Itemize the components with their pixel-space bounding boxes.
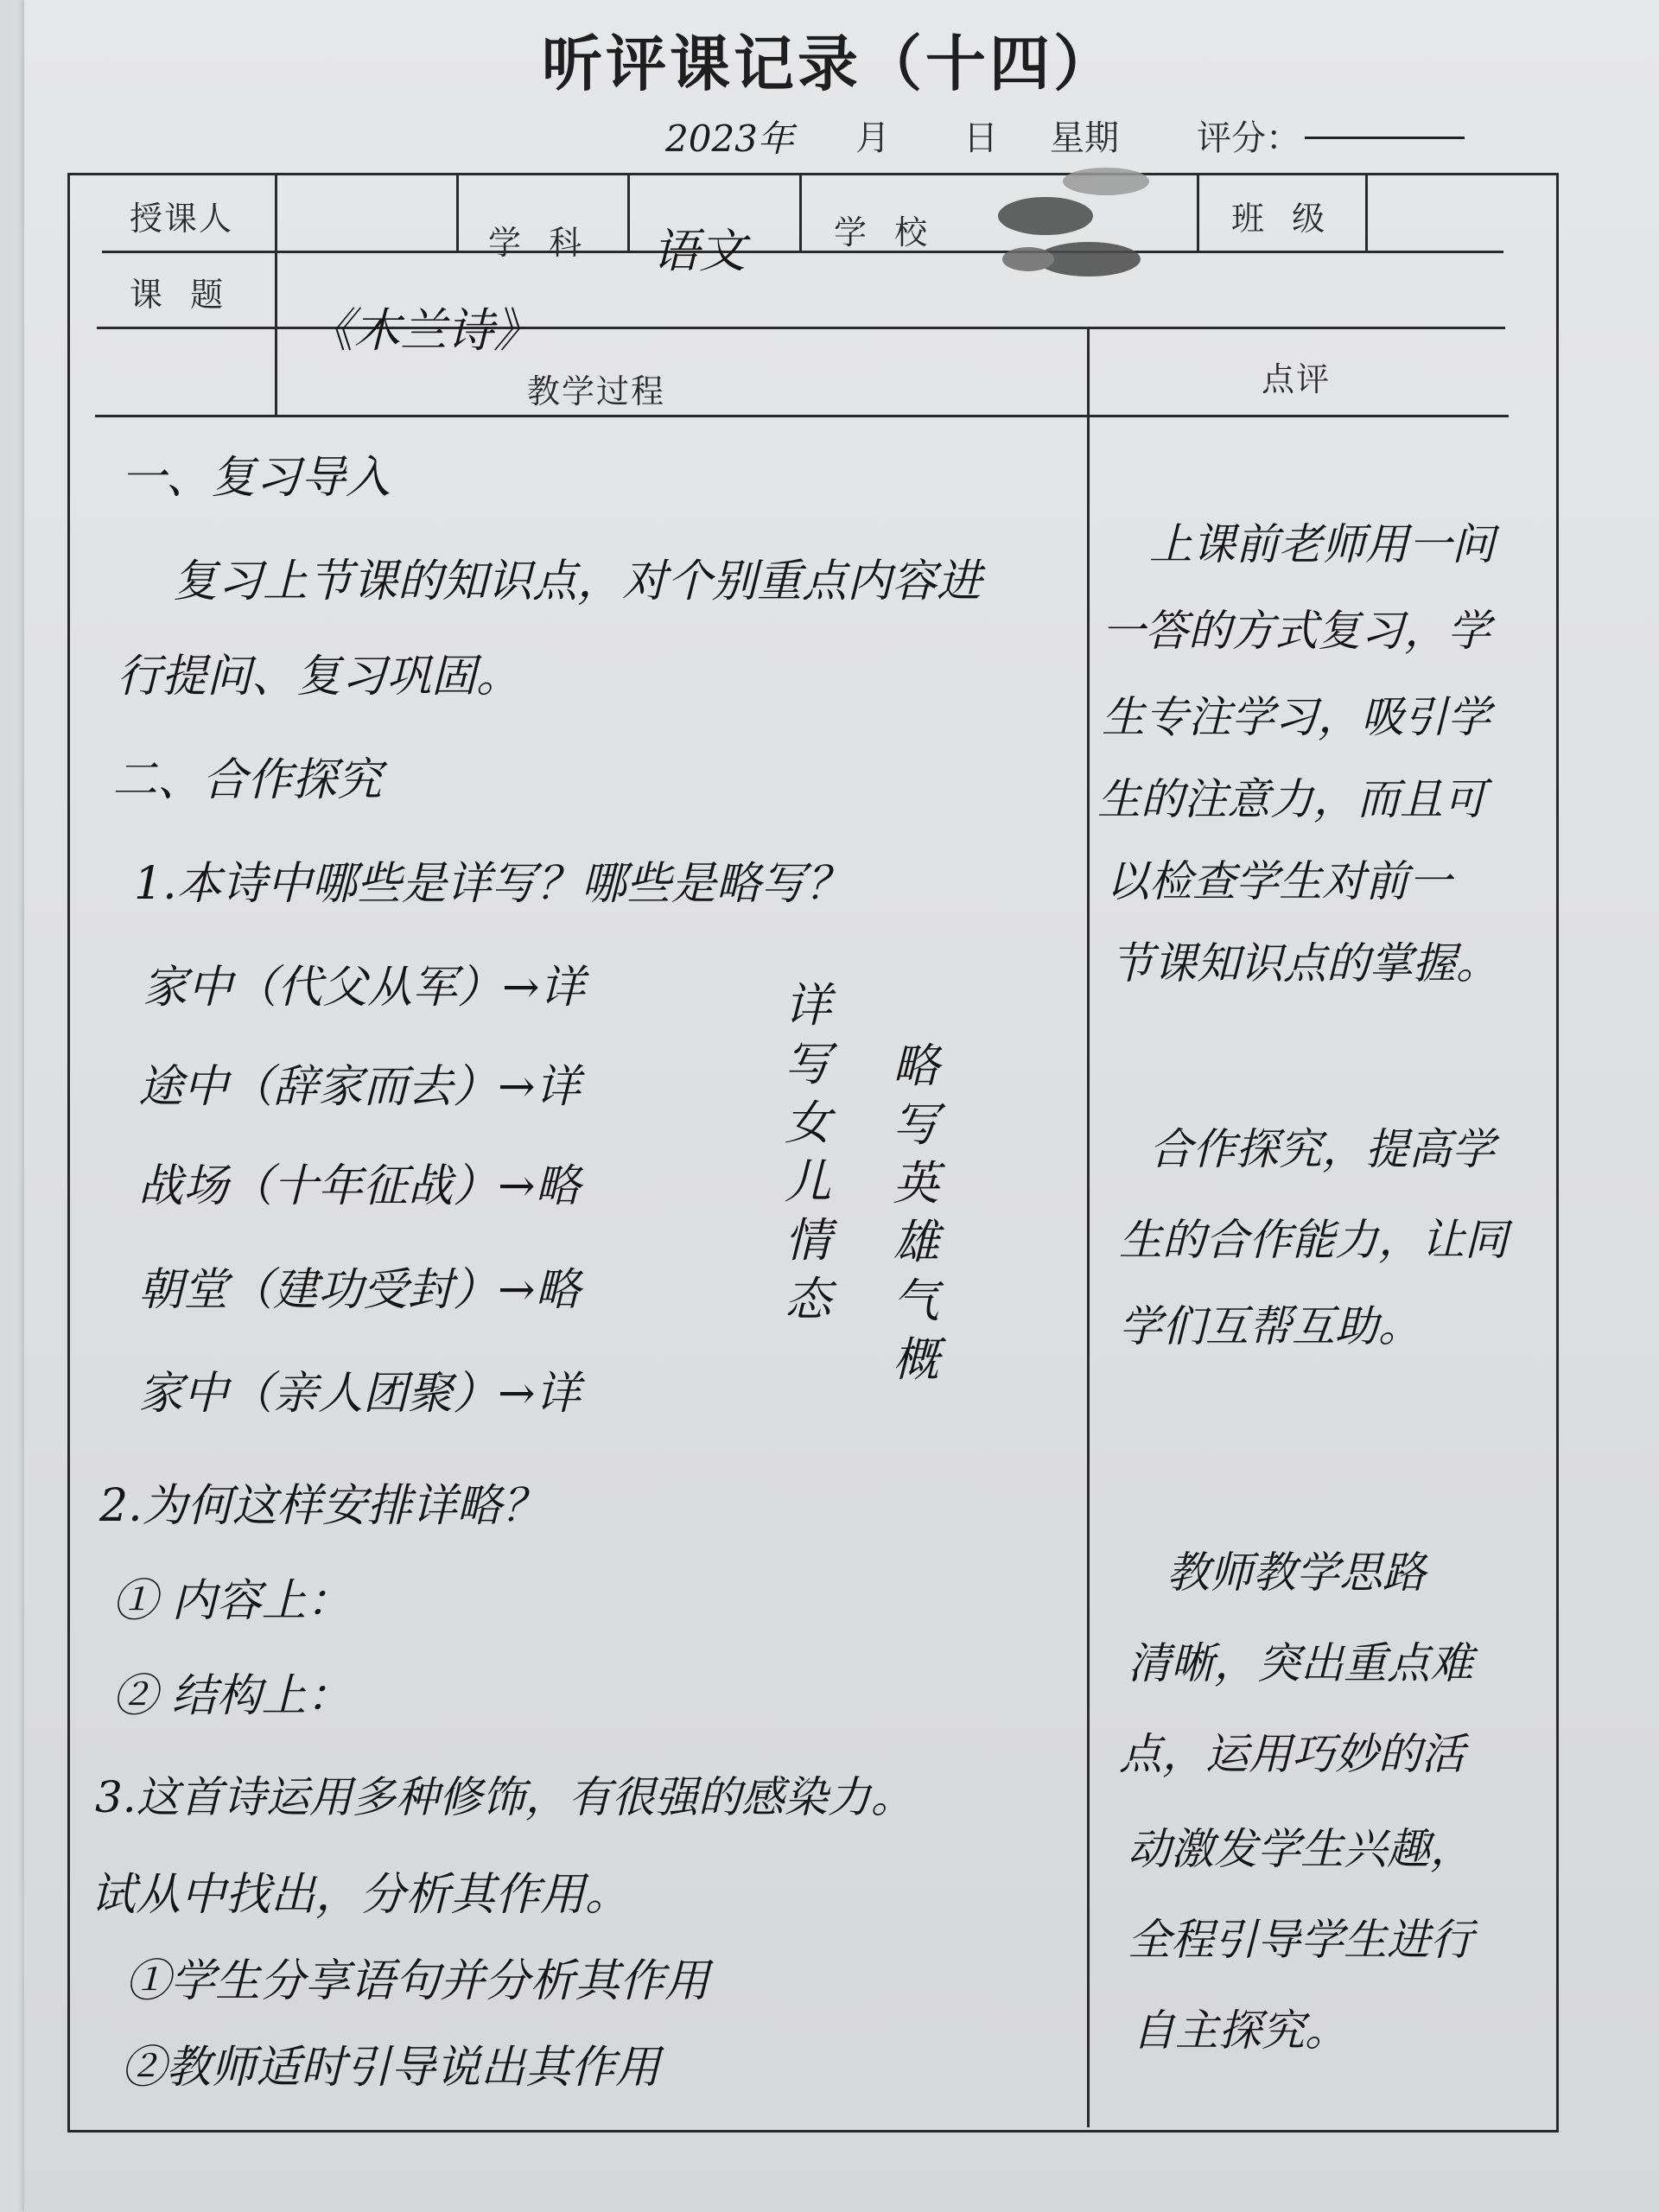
rule [1197,175,1199,251]
topic-label: 课 题 [130,276,232,314]
comment-line: 自主探究。 [1132,2005,1348,2056]
score-label: 评分： [1197,118,1300,158]
process-line: ②教师适时引导说出其作用 [121,2042,661,2094]
process-line: ① 内容上： [112,1575,352,1627]
process-line: 朝堂（建功受封）→略 [138,1264,581,1316]
class-label: 班 级 [1231,200,1334,238]
process-line: 家中（代父从军）→详 [143,962,585,1014]
comment-line: 生的注意力，而且可 [1097,774,1486,824]
comment-line: 一答的方式复习，学 [1102,606,1491,656]
process-line: 家中（亲人团聚）→详 [138,1368,581,1420]
weekday-label: 星期 [1050,118,1119,158]
subject-value: 语文 [652,224,746,278]
process-line: 3.这首诗运用多种修饰，有很强的感染力。 [95,1772,914,1822]
comment-line: 节课知识点的掌握。 [1110,938,1499,988]
score-blank [1305,137,1465,139]
comment-line: 动激发学生兴趣， [1128,1824,1473,1874]
page-title: 听评课记录（十四） [542,29,1117,99]
redaction-scribble [976,138,1184,302]
comment-line: 点，运用巧妙的活 [1119,1729,1465,1779]
comment-header: 点评 [1262,360,1332,398]
topic-value: 《木兰诗》 [307,303,540,358]
comment-line: 生的合作能力，让同 [1119,1215,1508,1265]
rule [456,175,459,251]
comment-line: 以检查学生对前一 [1106,856,1452,906]
process-line: 行提问、复习巩固。 [117,651,522,702]
rule [799,175,802,251]
process-header: 教学过程 [527,372,666,410]
subject-label: 学 科 [488,224,591,262]
process-line: 战场（十年征战）→略 [138,1160,581,1212]
year-text: 2023年 [665,118,794,160]
process-line: 试从中找出，分析其作用。 [91,1869,631,1921]
comment-line: 合作探究，提高学 [1149,1124,1495,1174]
process-line: 2.为何这样安排详略？ [99,1480,547,1532]
rule [1365,175,1368,251]
process-line: 途中（辞家而去）→详 [138,1061,581,1113]
comment-line: 上课前老师用一问 [1149,519,1495,569]
process-line: ② 结构上： [112,1670,352,1722]
school-label: 学 校 [834,213,937,251]
comment-line: 教师教学思路 [1166,1548,1426,1598]
rule [95,415,1509,417]
comment-line: 生专注学习，吸引学 [1102,692,1491,742]
process-line: 二、合作探究 [112,754,383,806]
rule [1087,328,1090,2127]
comment-line: 全程引导学生进行 [1128,1915,1473,1965]
detail-note: 详写女儿情态 [785,978,831,1326]
teacher-label: 授课人 [130,200,234,238]
rule [102,251,1503,253]
process-line: 1.本诗中哪些是详写？哪些是略写？ [134,858,851,910]
day-label: 日 [963,118,998,158]
process-line: 复习上节课的知识点，对个别重点内容进 [173,556,982,607]
comment-line: 学们互帮互助。 [1119,1301,1421,1351]
month-label: 月 [855,118,890,158]
process-line: ①学生分享语句并分析其作用 [125,1955,710,2007]
rule [627,175,630,251]
rule [275,175,277,415]
process-line: 一、复习导入 [121,452,391,504]
comment-line: 清晰，突出重点难 [1128,1638,1473,1688]
brief-note: 略写英雄气概 [893,1039,939,1387]
